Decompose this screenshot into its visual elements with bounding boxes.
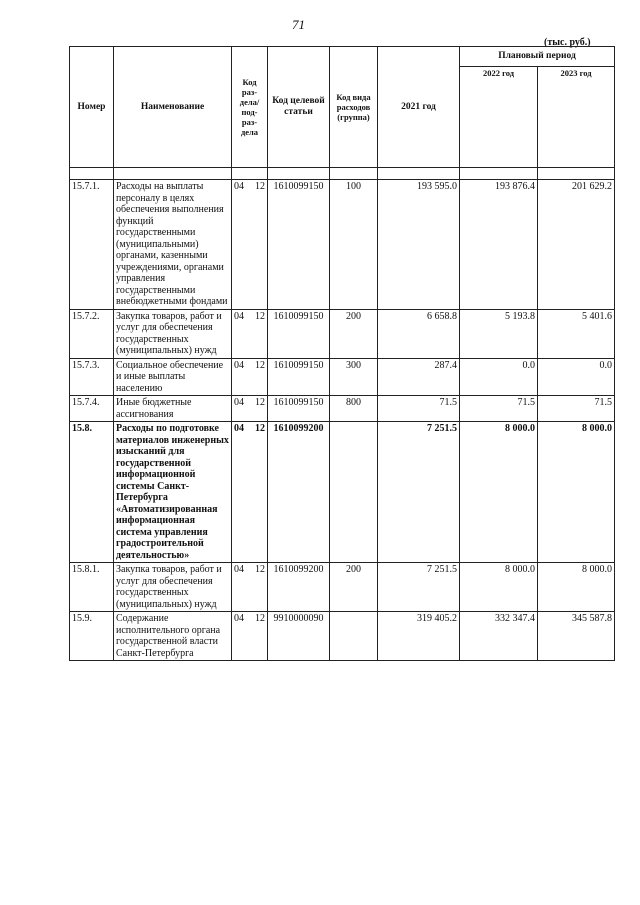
row-section-code [232,563,268,612]
row-subsection: 12 [255,423,265,434]
row-2023: 201 629.2 [538,180,615,310]
row-target-code: 1610099150 [268,309,330,358]
budget-table [69,46,615,661]
table-row [70,563,615,612]
table-row [70,422,615,563]
row-target-code: 1610099150 [268,396,330,422]
table-row [70,309,615,358]
row-name: Содержание исполнительного органа государственной власти Санкт-Петербурга [114,612,232,661]
header-planning-period: Плановый период [460,47,615,67]
row-expense-type: 200 [330,309,378,358]
row-2022: 5 193.8 [460,309,538,358]
header-year-2021: 2021 год [378,47,460,168]
row-subsection: 12 [255,359,265,371]
row-number: 15.7.3. [70,358,114,396]
row-2022: 8 000.0 [460,422,538,563]
row-target-code: 1610099200 [268,422,330,563]
table-row [70,180,615,310]
row-subsection: 12 [255,613,265,624]
table-row [70,612,615,661]
row-subsection: 12 [255,181,265,192]
row-section: 04 [234,359,244,371]
row-target-code: 9910000090 [268,612,330,661]
row-name: Расходы на выплаты персоналу в целях обеспечения выполнения функций государственными (муниципальными) органами, казенными учреждениями, органами управления государственными внебюджетными фондами [114,180,232,310]
row-2021: 7 251.5 [378,422,460,563]
row-target-code: 1610099150 [268,180,330,310]
row-subsection: 12 [255,564,265,575]
row-number: 15.7.1. [70,180,114,310]
row-expense-type: 300 [330,358,378,396]
row-section-code [232,309,268,358]
row-expense-type: 100 [330,180,378,310]
table-row [70,358,615,396]
header-section-code: Код раз- дела/ под- раз- дела [232,47,268,168]
row-name: Закупка товаров, работ и услуг для обеспечения государственных (муниципальных) нужд [114,563,232,612]
row-section: 04 [234,397,244,408]
header-target-code: Код целевой статьи [268,47,330,168]
row-section-code [232,180,268,310]
row-number: 15.8.1. [70,563,114,612]
row-2021: 6 658.8 [378,309,460,358]
row-2021: 71.5 [378,396,460,422]
row-number: 15.7.2. [70,309,114,358]
row-2023: 8 000.0 [538,422,615,563]
row-section: 04 [234,564,244,575]
row-expense-type [330,612,378,661]
page-number: 71 [292,17,305,32]
row-target-code: 1610099200 [268,563,330,612]
row-section-code [232,358,268,396]
row-section: 04 [234,181,244,192]
row-name: Иные бюджетные ассигнования [114,396,232,422]
row-name: Социальное обеспечение и иные выплаты населению [114,358,232,396]
spacer-row [70,168,615,180]
row-subsection: 12 [255,310,265,322]
row-section: 04 [234,423,244,434]
row-expense-type: 200 [330,563,378,612]
row-number: 15.8. [70,422,114,563]
row-section: 04 [234,613,244,624]
row-section-code [232,422,268,563]
row-2023: 0.0 [538,358,615,396]
row-section-code [232,396,268,422]
row-2023: 5 401.6 [538,309,615,358]
row-number: 15.7.4. [70,396,114,422]
row-name: Закупка товаров, работ и услуг для обеспечения государственных (муниципальных) нужд [114,309,232,358]
row-section: 04 [234,310,244,322]
row-2022: 8 000.0 [460,563,538,612]
row-expense-type: 800 [330,396,378,422]
units-label: (тыс. руб.) [544,37,591,48]
header-year-2022: 2022 год [460,67,538,168]
header-expense-type-code: Код вида расходов (группа) [330,47,378,168]
row-2022: 71.5 [460,396,538,422]
row-2021: 7 251.5 [378,563,460,612]
header-year-2023: 2023 год [538,67,615,168]
row-2021: 319 405.2 [378,612,460,661]
row-2021: 193 595.0 [378,180,460,310]
row-2023: 71.5 [538,396,615,422]
row-name: Расходы по подготовке материалов инженерных изысканий для государственной информационной системы Санкт-Петербурга «Автоматизированная информационная система управления градостроительной деятельностью» [114,422,232,563]
row-subsection: 12 [255,397,265,408]
row-target-code: 1610099150 [268,358,330,396]
row-number: 15.9. [70,612,114,661]
row-2021: 287.4 [378,358,460,396]
row-2023: 345 587.8 [538,612,615,661]
header-number: Номер [70,47,114,168]
row-2023: 8 000.0 [538,563,615,612]
table-row [70,396,615,422]
row-2022: 332 347.4 [460,612,538,661]
row-section-code [232,612,268,661]
row-expense-type [330,422,378,563]
row-2022: 193 876.4 [460,180,538,310]
row-2022: 0.0 [460,358,538,396]
header-name: Наименование [114,47,232,168]
